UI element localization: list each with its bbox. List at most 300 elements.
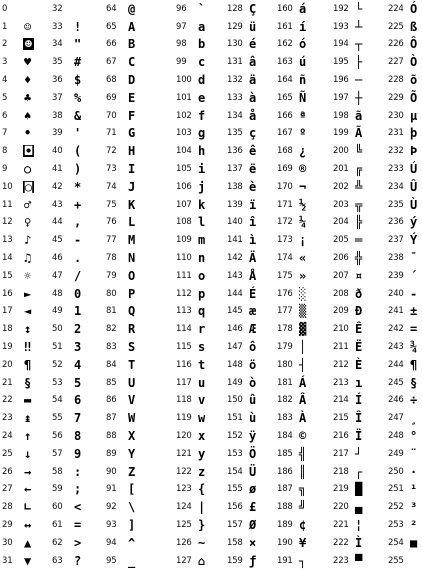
glyph-character: * bbox=[74, 179, 82, 194]
glyph-character: æ bbox=[249, 304, 257, 319]
glyph-character: j bbox=[198, 179, 206, 194]
glyph-character: ┤ bbox=[299, 357, 307, 372]
code-number: 116 bbox=[176, 359, 192, 370]
code-number: 208 bbox=[333, 288, 349, 299]
code-number: 101 bbox=[176, 92, 192, 103]
code-number: 204 bbox=[333, 217, 349, 228]
code-number: 134 bbox=[227, 110, 243, 121]
code-entry bbox=[227, 409, 279, 427]
glyph-character: § bbox=[24, 375, 32, 390]
glyph-character: ë bbox=[249, 162, 257, 177]
code-number: 147 bbox=[227, 342, 243, 353]
code-entry bbox=[333, 320, 385, 338]
code-number: 167 bbox=[277, 128, 293, 139]
code-entry bbox=[388, 71, 422, 89]
code-entry bbox=[227, 18, 279, 36]
code-entry bbox=[227, 356, 279, 374]
code-entry bbox=[176, 285, 228, 303]
code-entry bbox=[52, 142, 104, 160]
glyph-character: Å bbox=[249, 268, 257, 283]
code-entry bbox=[2, 160, 54, 178]
code-number: 41 bbox=[52, 164, 63, 175]
glyph-character: │ bbox=[299, 340, 307, 355]
glyph-character: ─ bbox=[355, 73, 363, 88]
glyph-character: ♫ bbox=[24, 251, 32, 266]
glyph-character: ³ bbox=[410, 500, 418, 515]
code-entry bbox=[277, 445, 329, 463]
code-number: 206 bbox=[333, 253, 349, 264]
code-entry bbox=[277, 71, 329, 89]
glyph-character: Þ bbox=[410, 144, 418, 159]
code-entry bbox=[227, 142, 279, 160]
code-number: 234 bbox=[388, 181, 404, 192]
code-entry bbox=[106, 445, 158, 463]
code-entry bbox=[176, 231, 228, 249]
glyph-character: ó bbox=[299, 37, 307, 52]
glyph-character: þ bbox=[410, 126, 418, 141]
code-number: 250 bbox=[388, 466, 404, 477]
code-number: 113 bbox=[176, 306, 192, 317]
glyph-character: Ò bbox=[410, 55, 418, 70]
code-entry bbox=[52, 303, 104, 321]
glyph-character: û bbox=[249, 393, 257, 408]
glyph-character: ♂ bbox=[24, 197, 32, 212]
glyph-character: ( bbox=[74, 144, 82, 159]
glyph-character: ╬ bbox=[355, 251, 363, 266]
code-number: 231 bbox=[388, 128, 404, 139]
glyph-character: ═ bbox=[355, 233, 363, 248]
code-number: 140 bbox=[227, 217, 243, 228]
glyph-character: § bbox=[410, 375, 418, 390]
code-entry bbox=[106, 374, 158, 392]
glyph-character: i bbox=[198, 162, 206, 177]
glyph-character: I bbox=[128, 162, 136, 177]
glyph-character: « bbox=[299, 251, 307, 266]
glyph-character: X bbox=[128, 429, 136, 444]
glyph-character: ╗ bbox=[299, 482, 307, 497]
code-number: 2 bbox=[2, 39, 8, 50]
glyph-character: ¾ bbox=[410, 340, 418, 355]
code-entry bbox=[2, 267, 54, 285]
code-number: 123 bbox=[176, 484, 192, 495]
code-entry bbox=[333, 392, 385, 410]
code-entry bbox=[388, 160, 422, 178]
glyph-character: Ä bbox=[249, 251, 257, 266]
glyph-character: ÷ bbox=[410, 393, 418, 408]
glyph-character: s bbox=[198, 340, 206, 355]
code-entry bbox=[176, 303, 228, 321]
code-entry bbox=[227, 338, 279, 356]
code-entry bbox=[106, 427, 158, 445]
code-entry bbox=[52, 125, 104, 143]
code-number: 131 bbox=[227, 57, 243, 68]
code-entry bbox=[277, 516, 329, 534]
glyph-character: ▒ bbox=[299, 304, 307, 319]
code-number: 242 bbox=[388, 324, 404, 335]
code-entry bbox=[176, 18, 228, 36]
code-entry bbox=[176, 36, 228, 54]
code-number: 67 bbox=[106, 57, 117, 68]
code-column bbox=[333, 0, 385, 571]
code-entry bbox=[2, 178, 54, 196]
code-number: 46 bbox=[52, 253, 63, 264]
code-number: 81 bbox=[106, 306, 117, 317]
code-entry bbox=[277, 36, 329, 54]
code-column bbox=[52, 0, 104, 571]
code-entry bbox=[52, 498, 104, 516]
code-number: 24 bbox=[2, 431, 13, 442]
glyph-character: Ý bbox=[410, 233, 418, 248]
code-number: 107 bbox=[176, 199, 192, 210]
code-entry bbox=[277, 320, 329, 338]
code-number: 119 bbox=[176, 413, 192, 424]
glyph-character: ` bbox=[198, 1, 206, 16]
glyph-character: ö bbox=[249, 357, 257, 372]
code-entry bbox=[176, 160, 228, 178]
glyph-character: ß bbox=[410, 19, 418, 34]
glyph-character: ñ bbox=[299, 73, 307, 88]
code-entry bbox=[176, 89, 228, 107]
code-entry bbox=[277, 303, 329, 321]
glyph-character: ← bbox=[24, 482, 32, 497]
glyph-character: < bbox=[74, 500, 82, 515]
code-number: 213 bbox=[333, 377, 349, 388]
glyph-character: Z bbox=[128, 464, 136, 479]
glyph-character: ○ bbox=[24, 162, 32, 177]
code-entry bbox=[277, 89, 329, 107]
glyph-character: p bbox=[198, 286, 206, 301]
code-number: 225 bbox=[388, 21, 404, 32]
code-entry bbox=[176, 534, 228, 552]
code-entry bbox=[388, 89, 422, 107]
code-entry bbox=[277, 481, 329, 499]
code-entry bbox=[52, 160, 104, 178]
glyph-character: Ç bbox=[249, 1, 257, 16]
code-number: 6 bbox=[2, 110, 8, 121]
code-entry bbox=[333, 356, 385, 374]
code-entry bbox=[333, 0, 385, 18]
code-number: 89 bbox=[106, 448, 117, 459]
glyph-character: Ë bbox=[355, 340, 363, 355]
code-entry bbox=[333, 267, 385, 285]
code-number: 92 bbox=[106, 502, 117, 513]
glyph-character: Ã bbox=[355, 126, 363, 141]
code-number: 85 bbox=[106, 377, 117, 388]
glyph-character: , bbox=[74, 215, 82, 230]
glyph-character: 8 bbox=[74, 429, 82, 444]
code-entry bbox=[176, 481, 228, 499]
glyph-character: r bbox=[198, 322, 206, 337]
glyph-character: Ø bbox=[249, 518, 257, 533]
code-entry bbox=[176, 142, 228, 160]
code-number: 202 bbox=[333, 181, 349, 192]
glyph-character: ¬ bbox=[299, 179, 307, 194]
code-number: 198 bbox=[333, 110, 349, 121]
code-entry bbox=[333, 498, 385, 516]
code-number: 135 bbox=[227, 128, 243, 139]
code-number: 220 bbox=[333, 502, 349, 513]
code-number: 48 bbox=[52, 288, 63, 299]
code-number: 127 bbox=[176, 555, 192, 566]
code-entry bbox=[277, 285, 329, 303]
glyph-character: à bbox=[249, 90, 257, 105]
code-number: 56 bbox=[52, 431, 63, 442]
code-number: 209 bbox=[333, 306, 349, 317]
code-entry bbox=[176, 552, 228, 570]
code-number: 170 bbox=[277, 181, 293, 192]
code-number: 58 bbox=[52, 466, 63, 477]
glyph-character: ◘ bbox=[24, 144, 33, 159]
code-number: 21 bbox=[2, 377, 13, 388]
glyph-character: 2 bbox=[74, 322, 82, 337]
glyph-character: e bbox=[198, 90, 206, 105]
glyph-character: Ü bbox=[249, 464, 257, 479]
code-entry bbox=[2, 498, 54, 516]
code-entry bbox=[388, 107, 422, 125]
glyph-character: ┼ bbox=[355, 90, 363, 105]
code-number: 215 bbox=[333, 413, 349, 424]
code-column bbox=[227, 0, 279, 571]
code-number: 112 bbox=[176, 288, 192, 299]
code-number: 32 bbox=[52, 3, 63, 14]
code-number: 25 bbox=[2, 448, 13, 459]
code-column bbox=[277, 0, 329, 571]
glyph-character: ÿ bbox=[249, 429, 257, 444]
glyph-character: ¦ bbox=[355, 518, 363, 533]
code-number: 196 bbox=[333, 75, 349, 86]
glyph-character: █ bbox=[355, 482, 363, 497]
glyph-character: ◄ bbox=[24, 304, 32, 319]
code-entry bbox=[176, 178, 228, 196]
code-number: 36 bbox=[52, 75, 63, 86]
code-number: 150 bbox=[227, 395, 243, 406]
code-number: 108 bbox=[176, 217, 192, 228]
code-entry bbox=[2, 36, 54, 54]
glyph-character: % bbox=[74, 90, 82, 105]
glyph-character: M bbox=[128, 233, 136, 248]
code-entry bbox=[227, 36, 279, 54]
code-entry bbox=[388, 427, 422, 445]
code-entry bbox=[227, 445, 279, 463]
code-entry bbox=[52, 107, 104, 125]
code-entry bbox=[277, 463, 329, 481]
code-number: 161 bbox=[277, 21, 293, 32]
glyph-character: ¶ bbox=[410, 357, 418, 372]
code-entry bbox=[277, 338, 329, 356]
code-number: 76 bbox=[106, 217, 117, 228]
glyph-character: ☺ bbox=[24, 19, 32, 34]
code-number: 75 bbox=[106, 199, 117, 210]
code-number: 19 bbox=[2, 342, 13, 353]
glyph-character: ♠ bbox=[24, 108, 32, 123]
code-entry bbox=[52, 285, 104, 303]
code-entry bbox=[2, 0, 54, 18]
code-number: 190 bbox=[277, 537, 293, 548]
glyph-character: ┐ bbox=[299, 553, 307, 568]
code-number: 111 bbox=[176, 270, 192, 281]
code-number: 245 bbox=[388, 377, 404, 388]
glyph-character: # bbox=[74, 55, 82, 70]
glyph-character: ¨ bbox=[410, 446, 418, 461]
glyph-character: c bbox=[198, 55, 206, 70]
code-number: 84 bbox=[106, 359, 117, 370]
glyph-character: = bbox=[410, 322, 418, 337]
code-entry bbox=[277, 0, 329, 18]
code-entry bbox=[227, 481, 279, 499]
code-entry bbox=[227, 374, 279, 392]
code-entry bbox=[388, 392, 422, 410]
code-number: 187 bbox=[277, 484, 293, 495]
code-number: 39 bbox=[52, 128, 63, 139]
glyph-character: Î bbox=[355, 411, 363, 426]
code-number: 106 bbox=[176, 181, 192, 192]
glyph-character: ╔ bbox=[355, 162, 363, 177]
glyph-character: Â bbox=[299, 393, 307, 408]
glyph-character: ¸ bbox=[410, 411, 418, 426]
code-number: 53 bbox=[52, 377, 63, 388]
code-entry bbox=[176, 267, 228, 285]
code-number: 194 bbox=[333, 39, 349, 50]
glyph-character: J bbox=[128, 179, 136, 194]
code-entry bbox=[2, 18, 54, 36]
code-entry bbox=[106, 285, 158, 303]
code-entry bbox=[333, 196, 385, 214]
glyph-character: H bbox=[128, 144, 136, 159]
code-entry bbox=[227, 214, 279, 232]
code-entry bbox=[333, 178, 385, 196]
code-number: 182 bbox=[277, 395, 293, 406]
code-number: 129 bbox=[227, 21, 243, 32]
code-entry bbox=[2, 249, 54, 267]
code-number: 191 bbox=[277, 555, 293, 566]
code-number: 230 bbox=[388, 110, 404, 121]
glyph-character: ▄ bbox=[355, 500, 363, 515]
code-number: 47 bbox=[52, 270, 63, 281]
glyph-character: ô bbox=[249, 340, 257, 355]
code-entry bbox=[227, 285, 279, 303]
code-number: 138 bbox=[227, 181, 243, 192]
glyph-character: 4 bbox=[74, 357, 82, 372]
code-number: 228 bbox=[388, 75, 404, 86]
code-number: 74 bbox=[106, 181, 117, 192]
glyph-character: Ó bbox=[410, 1, 418, 16]
glyph-character: ┬ bbox=[355, 37, 363, 52]
code-entry bbox=[388, 534, 422, 552]
glyph-character: _ bbox=[128, 553, 136, 568]
code-entry bbox=[106, 53, 158, 71]
code-number: 1 bbox=[2, 21, 8, 32]
code-entry bbox=[52, 374, 104, 392]
glyph-character: x bbox=[198, 429, 206, 444]
code-entry bbox=[388, 516, 422, 534]
code-number: 55 bbox=[52, 413, 63, 424]
code-number: 10 bbox=[2, 181, 13, 192]
code-entry bbox=[333, 125, 385, 143]
glyph-character: µ bbox=[410, 108, 418, 123]
code-number: 23 bbox=[2, 413, 13, 424]
code-entry bbox=[106, 303, 158, 321]
glyph-character: ª bbox=[299, 108, 307, 123]
code-entry bbox=[2, 516, 54, 534]
code-entry bbox=[2, 481, 54, 499]
glyph-character: ┴ bbox=[355, 19, 363, 34]
code-entry bbox=[227, 427, 279, 445]
code-entry bbox=[333, 374, 385, 392]
code-number: 236 bbox=[388, 217, 404, 228]
code-number: 14 bbox=[2, 253, 13, 264]
code-number: 79 bbox=[106, 270, 117, 281]
glyph-character: ~ bbox=[198, 535, 206, 550]
code-entry bbox=[333, 534, 385, 552]
code-number: 165 bbox=[277, 92, 293, 103]
glyph-character: W bbox=[128, 411, 136, 426]
glyph-character: l bbox=[198, 215, 206, 230]
code-number: 185 bbox=[277, 448, 293, 459]
code-entry bbox=[106, 463, 158, 481]
code-number: 223 bbox=[333, 555, 349, 566]
code-number: 214 bbox=[333, 395, 349, 406]
code-number: 247 bbox=[388, 413, 404, 424]
code-number: 110 bbox=[176, 253, 192, 264]
glyph-character: ┘ bbox=[355, 446, 363, 461]
code-column bbox=[176, 0, 228, 571]
glyph-character: ╩ bbox=[355, 179, 363, 194]
glyph-character: À bbox=[299, 411, 307, 426]
code-entry bbox=[2, 231, 54, 249]
code-number: 217 bbox=[333, 448, 349, 459]
code-number: 128 bbox=[227, 3, 243, 14]
code-number: 94 bbox=[106, 537, 117, 548]
code-entry bbox=[2, 374, 54, 392]
code-entry bbox=[52, 89, 104, 107]
code-number: 57 bbox=[52, 448, 63, 459]
glyph-character: b bbox=[198, 37, 206, 52]
code-number: 29 bbox=[2, 520, 13, 531]
code-entry bbox=[2, 53, 54, 71]
glyph-character: ☼ bbox=[24, 268, 32, 283]
code-number: 31 bbox=[2, 555, 13, 566]
code-entry bbox=[277, 552, 329, 570]
glyph-character: z bbox=[198, 464, 206, 479]
glyph-character: º bbox=[299, 126, 307, 141]
code-entry bbox=[106, 338, 158, 356]
code-entry bbox=[333, 214, 385, 232]
code-number: 229 bbox=[388, 92, 404, 103]
code-number: 233 bbox=[388, 164, 404, 175]
glyph-character: k bbox=[198, 197, 206, 212]
code-entry bbox=[52, 552, 104, 570]
glyph-character: U bbox=[128, 375, 136, 390]
code-entry bbox=[388, 249, 422, 267]
code-number: 144 bbox=[227, 288, 243, 299]
glyph-character: Ú bbox=[410, 162, 418, 177]
code-entry bbox=[2, 356, 54, 374]
code-number: 211 bbox=[333, 342, 349, 353]
code-entry bbox=[388, 374, 422, 392]
code-number: 163 bbox=[277, 57, 293, 68]
glyph-character: ▓ bbox=[299, 322, 307, 337]
glyph-character: h bbox=[198, 144, 206, 159]
glyph-character: { bbox=[198, 482, 206, 497]
code-number: 224 bbox=[388, 3, 404, 14]
code-number: 252 bbox=[388, 502, 404, 513]
glyph-character: o bbox=[198, 268, 206, 283]
code-entry bbox=[227, 160, 279, 178]
glyph-character: ! bbox=[74, 19, 82, 34]
glyph-character: └ bbox=[355, 1, 363, 16]
glyph-character: õ bbox=[410, 73, 418, 88]
code-number: 152 bbox=[227, 431, 243, 442]
